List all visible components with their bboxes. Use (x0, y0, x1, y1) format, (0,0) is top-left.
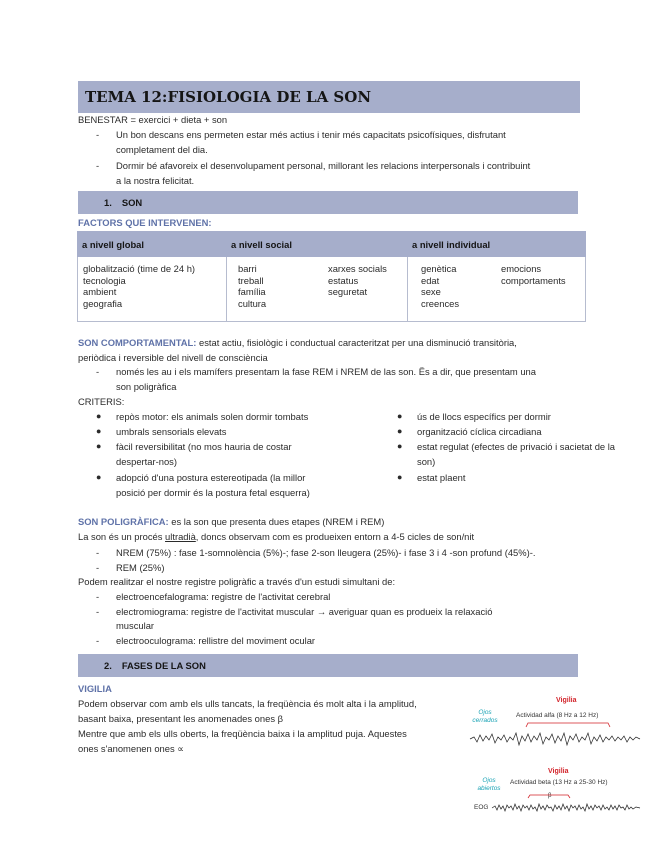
ultradia-term: ultradià (165, 531, 196, 542)
criteri-left-4a: adopció d'una postura estereotipada (la millor (116, 472, 306, 483)
bullet-dot: ● (96, 441, 102, 451)
factors-cell-social (227, 257, 408, 322)
eeg-figure-closed (468, 695, 644, 753)
figure-2-title: Vigilia (548, 768, 569, 775)
comportamental-line-1 (78, 337, 517, 349)
dash-bullet: - (96, 635, 100, 646)
factor-item: barri (238, 263, 257, 274)
factors-header-individual: a nivell individual (408, 232, 586, 257)
poligrafica-label: SON POLIGRÀFICA: (78, 516, 169, 527)
criteris-label: CRITERIS: (78, 396, 125, 407)
poligrafica-line-2 (78, 531, 474, 543)
registre-line: Podem realitzar el nostre registre poligràfic a través d'un estudi simultani de: (78, 576, 396, 587)
vigilia-p1b: basant baixa, presentant les anomenades ones β (78, 713, 284, 724)
bullet-dot: ● (397, 472, 403, 482)
bullet-dot: ● (397, 411, 403, 421)
registre-item-2b: muscular (116, 620, 155, 631)
vigilia-heading: VIGILIA (78, 683, 112, 694)
factor-item: sexe (421, 286, 441, 297)
factor-item: seguretat (328, 286, 368, 297)
figure-2-tag: EOG (474, 804, 489, 811)
poligrafica-text: , doncs observam com es produeixen entorn a 4-5 cicles de son/nit (195, 531, 475, 542)
figure-1-title: Vigilia (556, 697, 577, 704)
factors-heading: FACTORS QUE INTERVENEN: (78, 217, 212, 228)
rem-line: REM (25%) (116, 562, 165, 573)
criteri-left-4b: posició per dormir és la postura fetal esquerra) (116, 487, 310, 498)
registre-item-2a: electromiograma: registre de l'activitat muscular → averiguar quan es produeix la relaxació (116, 606, 493, 617)
dash-bullet: - (96, 366, 100, 377)
dash-bullet: - (96, 591, 100, 602)
benestar-item-1a: Un bon descans ens permeten estar més actius i tenir més capacitats psicofísiques, disfrutant (116, 129, 506, 140)
benestar-item-1b: completament del dia. (116, 144, 208, 155)
figure-2-open-label: Ojos abiertos (477, 777, 501, 792)
factor-item: xarxes socials (328, 263, 387, 274)
factor-item: tecnologia (83, 274, 126, 286)
page-title: TEMA 12:FISIOLOGIA DE LA SON (85, 88, 372, 106)
bullet-dot: ● (397, 426, 403, 436)
criteri-left-3a: fàcil reversibilitat (no mos hauria de costar (116, 441, 292, 452)
dash-bullet: - (96, 547, 100, 558)
factor-item: cultura (238, 297, 267, 309)
criteri-left-2: umbrals sensorials elevats (116, 426, 227, 437)
comportamental-text: estat actiu, fisiològic i conductual caracteritzat per una disminució transitòria, (196, 337, 517, 348)
factor-item: geografia (83, 297, 123, 309)
criteri-right-3b: son) (417, 456, 436, 467)
figure-2-wave-label: β (548, 793, 552, 799)
figure-1-caption: Actividad alfa (8 Hz a 12 Hz) (516, 712, 599, 719)
factors-header-social: a nivell social (227, 232, 408, 257)
poligrafica-text: es la son que presenta dues etapes (NREM i REM) (168, 516, 385, 527)
factor-item: edat (421, 274, 440, 286)
criteri-right-2: organització cíclica circadiana (417, 426, 542, 437)
section-2-number: 2. (104, 660, 112, 671)
criteri-right-4: estat plaent (417, 472, 466, 483)
vigilia-p1a: Podem observar com amb els ulls tancats, la freqüència és molt alta i la amplitud, (78, 698, 417, 709)
comportamental-sub-2: son poligràfica (116, 381, 177, 392)
nrem-line: NREM (75%) : fase 1-somnolència (5%)-; fase 2-son lleugera (25%)- i fase 3 i 4 -son profund (45%)-. (116, 547, 536, 558)
poligrafica-text: La son és un procés (78, 531, 166, 542)
factor-item: genètica (421, 263, 457, 274)
section-2-bar (78, 654, 578, 677)
figure-2-caption: Actividad beta (13 Hz a 25-30 Hz) (510, 779, 608, 786)
factor-item: estatus (328, 274, 359, 286)
factor-item: ambient (83, 286, 117, 297)
dash-bullet: - (96, 562, 100, 573)
title-bar (78, 81, 580, 113)
factor-item: emocions (501, 263, 542, 274)
factor-item: globalització (time de 24 h) (83, 263, 196, 274)
vigilia-p2a: Mentre que amb els ulls oberts, la freqüència baixa i la amplitud puja. Aquestes (78, 728, 407, 739)
factors-cell-global (78, 257, 227, 322)
comportamental-sub-1: només les au i els mamífers presentam la fase REM i NREM de las son. Ës a dir, que presentam una (116, 366, 536, 377)
registre-item-3: electrooculograma: rellistre del moviment ocular (116, 635, 316, 646)
bullet-dot: ● (397, 441, 403, 451)
criteri-right-1: ús de llocs específics per dormir (417, 411, 551, 422)
factor-item: creences (421, 297, 460, 309)
factor-item: treball (238, 274, 264, 286)
eeg-wave-beta (468, 794, 644, 824)
dash-bullet: - (96, 129, 100, 140)
eeg-wave-alpha (468, 721, 644, 751)
poligrafica-line-1 (78, 516, 384, 528)
criteri-left-1: repòs motor: els animals solen dormir tombats (116, 411, 309, 422)
section-2-label: FASES DE LA SON (121, 660, 206, 671)
criteri-right-3a: estat regulat (efectes de privació i sacietat de la (417, 441, 616, 452)
registre-item-1: electroencefalograma: registre de l'activitat cerebral (116, 591, 331, 602)
factor-item: família (238, 286, 266, 297)
bullet-dot: ● (96, 472, 102, 482)
section-1-number: 1. (104, 197, 112, 208)
factors-cell-individual (408, 257, 586, 322)
comportamental-label: SON COMPORTAMENTAL: (78, 337, 197, 348)
bullet-dot: ● (96, 411, 102, 421)
eeg-figure-open (468, 766, 644, 824)
benestar-line: BENESTAR = exercici + dieta + son (78, 114, 228, 125)
vigilia-p2b: ones s'anomenen ones ∝ (78, 743, 184, 754)
section-1-bar (78, 191, 578, 214)
benestar-item-2b: a la nostra felicitat. (116, 175, 195, 186)
comportamental-line-2: periòdica i reversible del nivell de consciència (78, 352, 268, 363)
bullet-dot: ● (96, 426, 102, 436)
dash-bullet: - (96, 160, 100, 171)
dash-bullet: - (96, 606, 100, 617)
factor-item: comportaments (501, 274, 566, 286)
benestar-item-2a: Dormir bé afavoreix el desenvolupament personal, millorant les relacions interpersonals i contribuint (116, 160, 531, 171)
factors-table (77, 231, 586, 322)
factors-header-global: a nivell global (78, 232, 227, 257)
section-1-label: SON (121, 197, 143, 208)
criteri-left-3b: despertar-nos) (116, 456, 177, 467)
figure-1-closed-label: Ojos cerrados (472, 709, 498, 724)
